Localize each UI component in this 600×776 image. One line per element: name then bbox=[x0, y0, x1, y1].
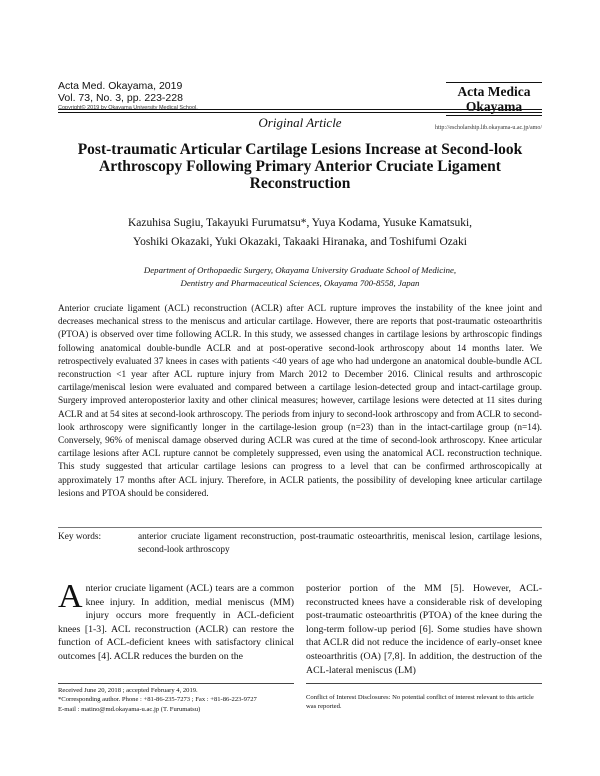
header-rule-thin bbox=[58, 112, 542, 113]
citation-journal-year: Acta Med. Okayama, 2019 bbox=[58, 80, 183, 92]
keywords-text: anterior cruciate ligament reconstruction, post-traumatic osteoarthritis, meniscal lesion, cartilage lesions, second-look arthroscopy bbox=[138, 532, 542, 556]
citation-block bbox=[58, 80, 358, 112]
author-line-1: Kazuhisa Sugiu, Takayuki Furumatsu*, Yuya Kodama, Yusuke Kamatsuki, bbox=[127, 217, 473, 229]
footnote-rule-right bbox=[306, 683, 542, 684]
citation-volume-pages: Vol. 73, No. 3, pp. 223-228 bbox=[58, 92, 183, 104]
copyright-notice: Copyright© 2019 by Okayama University Medical School. bbox=[58, 105, 198, 111]
article-type: Original Article bbox=[258, 115, 342, 130]
corresponding-email[interactable]: E-mail : matino@md.okayama-u.ac.jp (T. Furumatsu) bbox=[58, 705, 201, 713]
article-title: Post-traumatic Articular Cartilage Lesions Increase at Second-look Arthroscopy Following Primary Anterior Cruciate Ligament Reconstruction bbox=[77, 141, 523, 192]
journal-logo bbox=[446, 82, 542, 116]
journal-name-line1: Acta Medica bbox=[446, 82, 542, 99]
journal-name-line2: Okayama bbox=[446, 99, 542, 116]
affiliation-line-2: Dentistry and Pharmaceutical Sciences, Okayama 700-8558, Japan bbox=[180, 278, 420, 288]
affiliation-line-1: Department of Orthopaedic Surgery, Okayama University Graduate School of Medicine, bbox=[143, 265, 457, 275]
journal-url[interactable]: http://escholarship.lib.okayama-u.ac.jp/amo/ bbox=[435, 125, 542, 131]
keywords-label: Key words: bbox=[58, 532, 102, 542]
body-left-column bbox=[58, 578, 294, 664]
abstract: Anterior cruciate ligament (ACL) reconstruction (ACLR) after ACL rupture improves the instability of the knee joint and decreases mechanical stress to the meniscus and articular cartilage. However, there are reports that post-traumatic osteoarthritis (PTOA) is observed over time following ACLR. In this study, we assessed changes in cartilage lesions by arthroscopic findings following anatomical double-bundle ACLR and at post-operative second-look arthroscopy about 14 months later. We retrospectively evaluated 37 knees in cases with patients <40 years of age who had undergone an anatomical double-bundle ACL reconstruction <1 year after ACL rupture injury from March 2012 to December 2016. Clinical results and arthroscopic cartilage/meniscal lesion were evaluated and compared between a cartilage lesion-detected group and intact-cartilage group. Surgery improved anteroposterior laxity and other clinical measures; however, cartilage lesions were detected at 11 sites during ACLR and at 54 sites at second-look arthroscopy. The periods from injury to second-look arthroscopy and from ACLR to second-look arthroscopy were significantly longer in the cartilage-lesion group (n=23) than in the intact-cartilage group (n=14). Conversely, 96% of meniscal damage observed during ACLR was cured at the time of second-look arthroscopy. Knee articular cartilage lesions after ACL rupture cannot be completely suppressed, even using the anatomical ACL reconstruction technique. This study suggested that articular cartilage lesions can progress to a level that can be confirmed arthroscopically at approximately 17 months after ACL injury. Therefore, in ACLR patients, the possibility of developing knee articular cartilage lesions and PTOA should be considered. bbox=[58, 304, 542, 499]
body-right-column: posterior portion of the MM [5]. However, ACL-reconstructed knees have a considerable risk of developing post-traumatic osteoarthritis (PTOA) of the knee during the long-term follow-up period [6]. Some studies have shown that ACLR did not reduce the incidence of early-onset knee osteoarthritis (OA) [7,8]. In addition, the destruction of the ACL-lateral meniscus (LM) bbox=[306, 583, 542, 676]
author-list bbox=[70, 214, 530, 252]
abstract-divider bbox=[58, 527, 542, 528]
received-dates: Received June 20, 2018 ; accepted February 4, 2019. bbox=[58, 687, 198, 694]
corresponding-author: *Corresponding author. Phone : +81-86-235-7273 ; Fax : +81-86-223-9727 bbox=[58, 696, 257, 704]
header-rule bbox=[58, 109, 542, 110]
footnote-left bbox=[58, 686, 298, 714]
conflict-of-interest: Conflict of Interest Disclosures: No potential conflict of interest relevant to this article was reported. bbox=[306, 694, 534, 711]
footnote-rule-left bbox=[58, 683, 294, 684]
author-line-2: Yoshiki Okazaki, Yuki Okazaki, Takaaki Hiranaka, and Toshifumi Ozaki bbox=[133, 236, 467, 248]
body-left-text: nterior cruciate ligament (ACL) tears are a common knee injury. In addition, medial meniscus (MM) injury occurs more frequently in ACL-deficient knees [1-3]. ACL reconstruction (ACLR) can restore the function of ACL-deficient knees with satisfactory clinical outcomes [4]. ACLR reduces the burden on the bbox=[58, 583, 294, 662]
affiliation bbox=[70, 264, 530, 290]
drop-cap: A bbox=[58, 578, 83, 615]
